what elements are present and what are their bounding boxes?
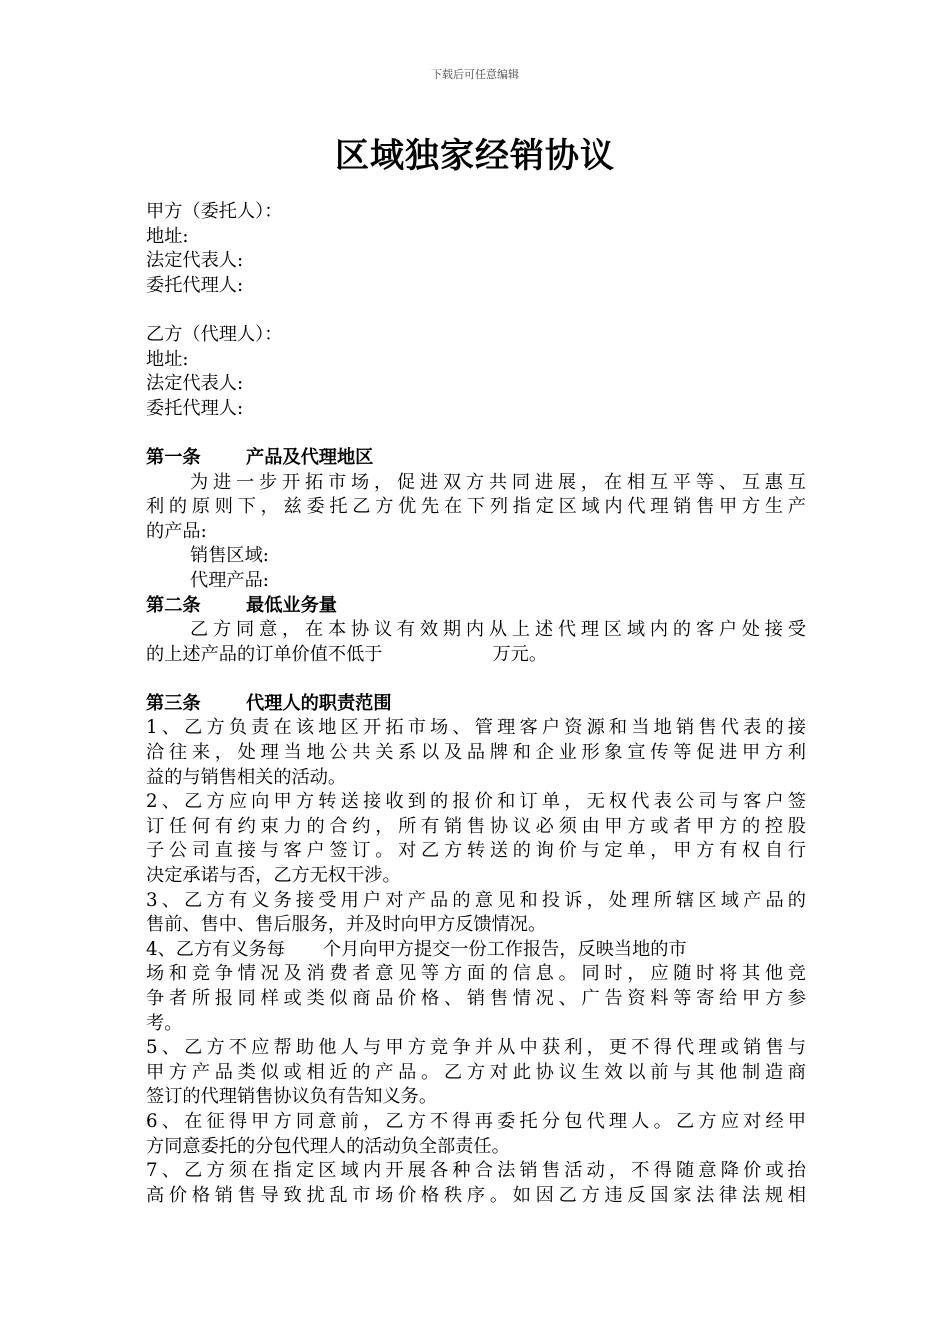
spacer bbox=[146, 298, 806, 323]
clause-7-line: 高价格销售导致扰乱市场价格秩序。如因乙方违反国家法律法规相 bbox=[146, 1184, 806, 1206]
article-1-number: 第一条 bbox=[146, 446, 201, 468]
clause-3-line: 3、乙方有义务接受用户对产品的意见和投诉，处理所辖区域产品的 bbox=[146, 889, 806, 911]
party-b-label: 乙方（代理人）： bbox=[146, 323, 283, 345]
article-2-line: 乙方同意，在本协议有效期内从上述代理区域内的客户处接受 bbox=[190, 619, 806, 641]
article-2-text-before-blank: 的上述产品的订单价值不低于 bbox=[146, 643, 383, 665]
clause-4-text-after-blank: 个月向甲方提交一份工作报告，反映当地的市 bbox=[322, 938, 687, 960]
party-a-legal-rep: 法定代表人: bbox=[146, 250, 244, 272]
article-2-line bbox=[146, 643, 806, 668]
article-2-text-after-blank: 万元。 bbox=[492, 643, 548, 665]
clause-7-line: 7、乙方须在指定区域内开展各种合法销售活动，不得随意降价或抬 bbox=[146, 1160, 806, 1182]
products-label: 代理产品: bbox=[190, 569, 269, 591]
clause-2-line: 2、乙方应向甲方转送接收到的报价和订单，无权代表公司与客户签 bbox=[146, 791, 806, 813]
article-1-heading bbox=[146, 446, 806, 471]
article-1-line: 的产品: bbox=[146, 520, 207, 542]
clause-5-line: 甲方产品类似或相近的产品。乙方对此协议生效以前与其他制造商 bbox=[146, 1061, 806, 1083]
header-note: 下载后可任意编辑 bbox=[431, 68, 519, 81]
clause-4-line bbox=[146, 938, 806, 963]
article-2-number: 第二条 bbox=[146, 594, 201, 616]
article-2-heading bbox=[146, 594, 806, 619]
spacer bbox=[146, 421, 806, 446]
clause-2-line: 决定承诺与否，乙方无权干涉。 bbox=[146, 865, 401, 887]
article-1-line: 利的原则下，兹委托乙方优先在下列指定区域内代理销售甲方生产 bbox=[146, 496, 806, 518]
article-2-title: 最低业务量 bbox=[246, 594, 337, 616]
clause-1-line: 1、乙方负责在该地区开拓市场、管理客户资源和当地销售代表的接 bbox=[146, 717, 806, 739]
article-1-title: 产品及代理地区 bbox=[246, 446, 374, 468]
spacer bbox=[146, 667, 806, 692]
clause-4-line: 考。 bbox=[146, 1012, 183, 1034]
article-1-line: 为进一步开拓市场，促进双方共同进展，在相互平等、互惠互 bbox=[190, 471, 806, 493]
document-body bbox=[146, 200, 806, 1208]
party-a-agent: 委托代理人: bbox=[146, 274, 244, 296]
clause-5-line: 5、乙方不应帮助他人与甲方竞争并从中获利，更不得代理或销售与 bbox=[146, 1037, 806, 1059]
clause-5-line: 签订的代理销售协议负有告知义务。 bbox=[146, 1086, 438, 1108]
clause-1-line: 洽往来，处理当地公共关系以及品牌和企业形象宣传等促进甲方利 bbox=[146, 742, 806, 764]
article-3-heading bbox=[146, 692, 806, 717]
clause-3-line: 售前、售中、售后服务，并及时向甲方反馈情况。 bbox=[146, 914, 547, 936]
party-b-legal-rep: 法定代表人: bbox=[146, 373, 244, 395]
clause-1-line: 益的与销售相关的活动。 bbox=[146, 766, 347, 788]
clause-2-line: 订任何有约束力的合约，所有销售协议必须由甲方或者甲方的控股 bbox=[146, 815, 806, 837]
sales-area-label: 销售区域: bbox=[190, 545, 269, 567]
clause-6-line: 方同意委托的分包代理人的活动负全部责任。 bbox=[146, 1135, 510, 1157]
clause-4-line: 争者所报同样或类似商品价格、销售情况、广告资料等寄给甲方参 bbox=[146, 988, 806, 1009]
clause-4-text-before-blank: 4、乙方有义务每 bbox=[146, 938, 285, 960]
clause-2-line: 子公司直接与客户签订。对乙方转送的询价与定单，甲方有权自行 bbox=[146, 840, 806, 862]
article-3-title: 代理人的职责范围 bbox=[246, 692, 392, 714]
party-b-address: 地址: bbox=[146, 348, 189, 370]
party-b-agent: 委托代理人: bbox=[146, 397, 244, 419]
clause-4-line: 场和竞争情况及消费者意见等方面的信息。同时，应随时将其他竞 bbox=[146, 963, 806, 985]
document-title: 区域独家经销协议 bbox=[335, 136, 615, 176]
party-a-address: 地址: bbox=[146, 225, 189, 247]
article-3-number: 第三条 bbox=[146, 692, 201, 714]
party-a-label: 甲方（委托人）： bbox=[146, 201, 283, 222]
clause-6-line: 6、在征得甲方同意前，乙方不得再委托分包代理人。乙方应对经甲 bbox=[146, 1110, 806, 1132]
